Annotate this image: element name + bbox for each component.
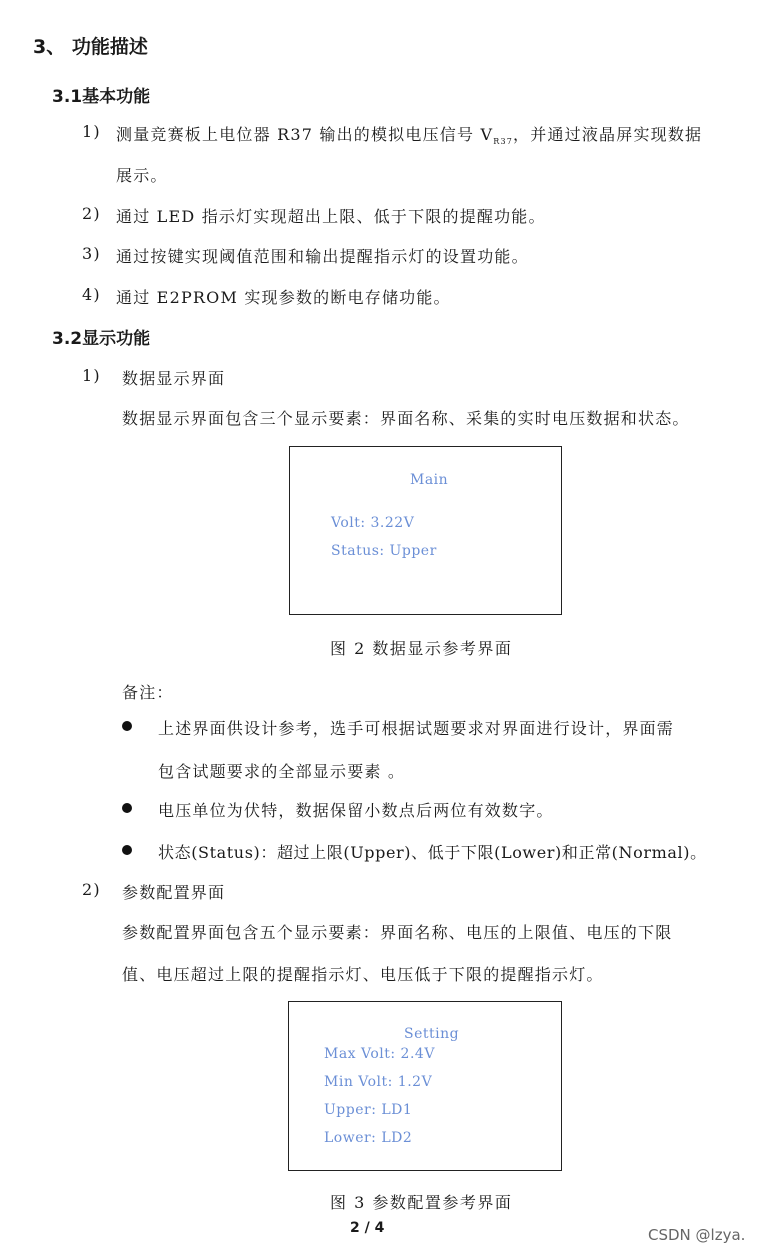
- list-item-text-part: 测量竞赛板上电位器 R37 输出的模拟电压信号 V: [116, 125, 494, 144]
- status-readout: Status: Upper: [331, 543, 437, 559]
- subsection-title-basic: 3.1基本功能: [52, 87, 151, 107]
- list-item-number: 2): [82, 880, 101, 899]
- subscript: R37: [493, 137, 514, 147]
- list-item-text-part: ，并通过液晶屏实现数据: [513, 125, 703, 144]
- list-item-title: 数据显示界面: [122, 369, 226, 388]
- note-text: 电压单位为伏特，数据保留小数点后两位有效数字。: [158, 801, 554, 820]
- list-item-text-continued: 展示。: [116, 166, 168, 185]
- bullet-icon: [122, 845, 132, 855]
- setting-screen-mockup: [288, 1001, 562, 1171]
- bullet-icon: [122, 803, 132, 813]
- lower-led-readout: Lower: LD2: [324, 1130, 413, 1146]
- screen-name: Main: [410, 472, 449, 488]
- list-item-number: 1): [82, 366, 101, 385]
- note-text: 状态(Status)：超过上限(Upper)、低于下限(Lower)和正常(Normal)。: [158, 843, 707, 862]
- note-label: 备注：: [122, 683, 174, 702]
- list-item-number: 3): [82, 244, 101, 263]
- note-text-continued: 包含试题要求的全部显示要素 。: [158, 762, 406, 781]
- list-item-number: 2): [82, 204, 101, 223]
- list-item-text: 通过 E2PROM 实现参数的断电存储功能。: [116, 288, 451, 307]
- bullet-icon: [122, 721, 132, 731]
- paragraph: 参数配置界面包含五个显示要素：界面名称、电压的上限值、电压的下限: [122, 923, 673, 942]
- figure-caption: 图 3 参数配置参考界面: [330, 1193, 513, 1212]
- list-item-text: 通过按键实现阈值范围和输出提醒指示灯的设置功能。: [116, 247, 529, 266]
- list-item-number: 1): [82, 122, 101, 141]
- note-text: 上述界面供设计参考，选手可根据试题要求对界面进行设计，界面需: [158, 719, 675, 738]
- paragraph: 数据显示界面包含三个显示要素：界面名称、采集的实时电压数据和状态。: [122, 409, 690, 428]
- list-item-number: 4): [82, 285, 101, 304]
- max-volt-readout: Max Volt: 2.4V: [324, 1046, 435, 1062]
- paragraph-continued: 值、电压超过上限的提醒指示灯、电压低于下限的提醒指示灯。: [122, 965, 604, 984]
- watermark: CSDN @lzya.: [648, 1226, 746, 1244]
- min-volt-readout: Min Volt: 1.2V: [324, 1074, 433, 1090]
- volt-readout: Volt: 3.22V: [331, 515, 415, 531]
- subsection-title-display: 3.2显示功能: [52, 329, 151, 349]
- list-item-text: 通过 LED 指示灯实现超出上限、低于下限的提醒功能。: [116, 207, 546, 226]
- section-title: 3、 功能描述: [33, 36, 148, 58]
- figure-caption: 图 2 数据显示参考界面: [330, 639, 513, 658]
- screen-name: Setting: [404, 1026, 460, 1042]
- page-number: 2 / 4: [350, 1220, 385, 1236]
- main-screen-mockup: [289, 446, 562, 615]
- list-item-title: 参数配置界面: [122, 883, 226, 902]
- list-item-text: [116, 122, 702, 146]
- upper-led-readout: Upper: LD1: [324, 1102, 413, 1118]
